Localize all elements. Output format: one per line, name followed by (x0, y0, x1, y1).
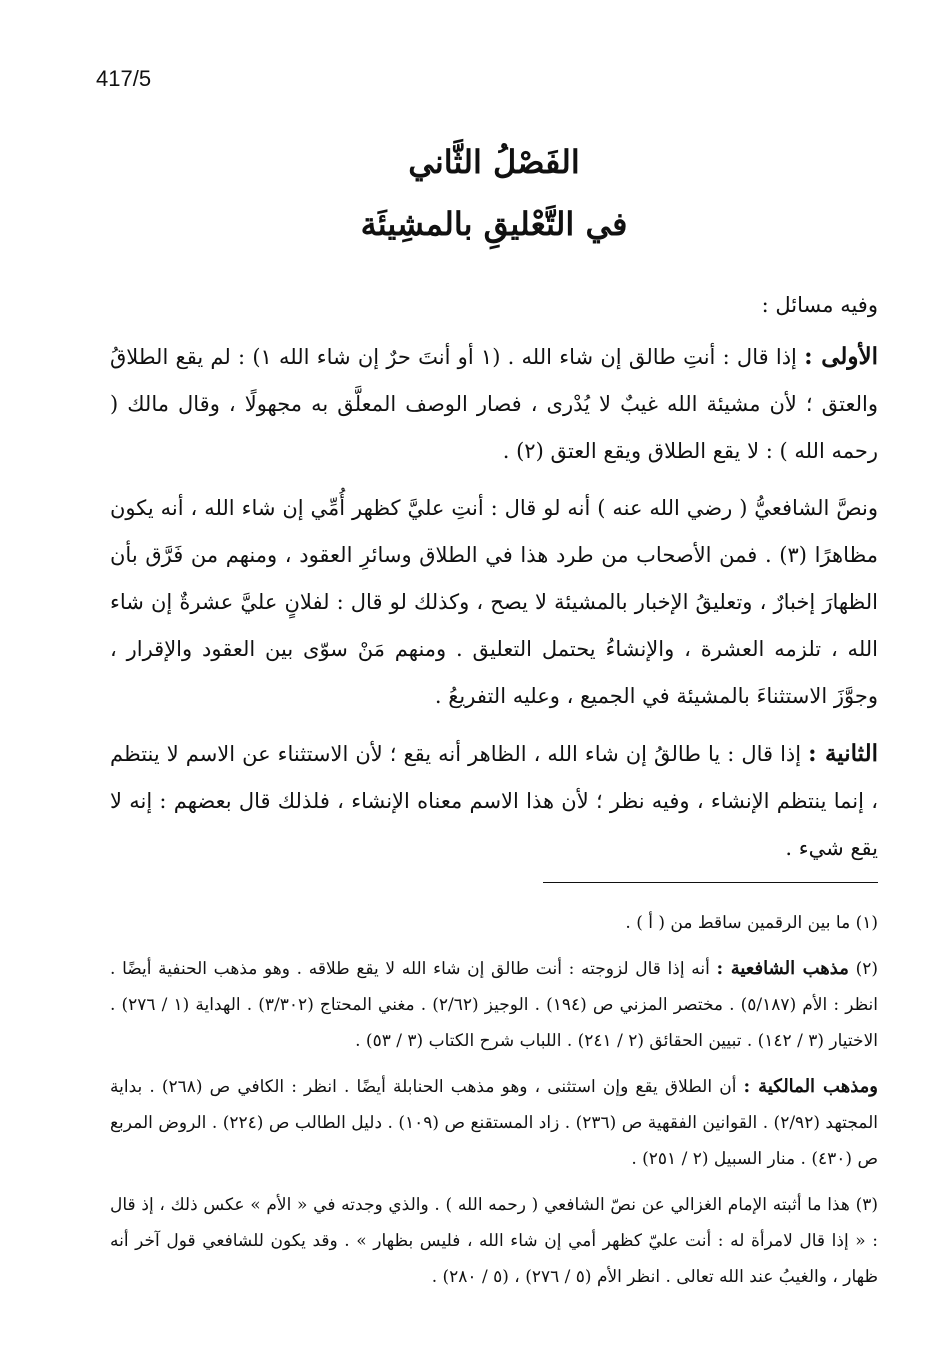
footnote-3: (٣) هذا ما أثبته الإمام الغزالي عن نصّ الشافعي ( رحمه الله ) . والذي وجدته في « الأم » عكس ذلك ، إذ قال : « إذا قال لامرأة له : أنت عليّ كظهر أمي إن شاء الله ، فليس بظهار » . وقد يكون للشافعي قول آخر أنه ظهار ، والغيبُ عند الله تعالى . انظر الأم (٥ / ٢٧٦) ، (٥ / ٢٨٠) . (110, 1195, 878, 1287)
footnote-2-maliki-text: أن الطلاق يقع وإن استثنى ، وهو مذهب الحنابلة أيضًا . انظر : الكافي ص (٢٦٨) . بداية المجتهد (٢/٩٢) . القوانين الفقهية ص (٢٣٦) . زاد المستقنع ص (١٠٩) . دليل الطالب ص (٢٢٤) . الروض المربع ص (٤٣٠) . منار السبيل (٢ / ٢٥١) . (110, 1077, 879, 1169)
second-issue-heading: الثانية : (808, 740, 878, 767)
footnote-2-heading: مذهب الشافعية : (716, 958, 849, 979)
footnote-2 (110, 951, 878, 1059)
first-issue-heading: الأولى : (804, 343, 878, 370)
shafii-text: ونصَّ الشافعيُّ ( رضي الله عنه ) أنه لو قال : أنتِ عليَّ كظهر أُمِّي إن شاء الله ، أنه يكون مظاهرًا (٣) . فمن الأصحاب من طرد هذا في الطلاق وسائرِ العقود ، ومنهم من فَرَّق بأن الظهارَ إخبارٌ ، وتعليقُ الإخبار بالمشيئة لا يصح ، وكذلك لو قال : لفلانٍ عليَّ عشرةٌ إن شاء الله ، تلزمه العشرة ، والإنشاءُ يحتمل التعليق . ومنهم مَنْ سوّى بين العقود والإقرار ، وجوَّزَ الاستثناءَ بالمشيئة في الجميع ، وعليه التفريعُ . (110, 496, 878, 708)
footnote-2-maliki (110, 1069, 878, 1177)
paragraph-first-issue (110, 333, 878, 475)
footnote-1: (١) ما بين الرقمين ساقط من ( أ ) . (625, 913, 878, 933)
page-content (110, 125, 878, 1305)
footnote-divider (543, 882, 878, 883)
paragraph-second-issue (110, 730, 878, 872)
second-issue-text: إذا قال : يا طالقُ إن شاء الله ، الظاهر أنه يقع ؛ لأن الاستثناء عن الاسم لا ينتظم ، إنما ينتظم الإنشاء ، وفيه نظر ؛ لأن هذا الاسم معناه الإنشاء ، فلذلك قال بعضهم : إنه لا يقع شيء . (110, 742, 878, 860)
paragraph-shafii-text (110, 485, 878, 720)
first-issue-text: إذا قال : أنتِ طالق إن شاء الله . (١ أو أنتَ حرٌ إن شاء الله ١) : لم يقع الطلاقُ والعتق ؛ لأن مشيئة الله غيبٌ لا يُدْرى ، فصار الوصف المعلَّق به مجهولًا ، وقال مالك ( رحمه الله ) : لا يقع الطلاق ويقع العتق (٢) . (110, 345, 878, 463)
footnote-2-text: أنه إذا قال لزوجته : أنت طالق إن شاء الله لا يقع طلاقه . وهو مذهب الحنفية أيضًا . انظر : الأم (٥/١٨٧) . مختصر المزني ص (١٩٤) . الوجيز (٢/٦٢) . مغني المحتاج (٣/٣٠٢) . الهداية (١ / ٢٧٦) . الاختيار (٣ / ١٤٢) . تبيين الحقائق (٢ / ٢٤١) . اللباب شرح الكتاب (٣ / ٥٣) . (110, 959, 878, 1051)
footnote-2-number: (٢) (855, 959, 879, 979)
footnote-2-maliki-heading: ومذهب المالكية : (743, 1076, 878, 1097)
chapter-subtitle: في التَّعْليقِ بالمشِيئَة (360, 205, 628, 243)
chapter-title: الفَصْلُ الثَّاني (408, 143, 580, 181)
page-number: 417/5 (96, 66, 152, 91)
intro-line: وفيه مسائل : (761, 293, 878, 317)
